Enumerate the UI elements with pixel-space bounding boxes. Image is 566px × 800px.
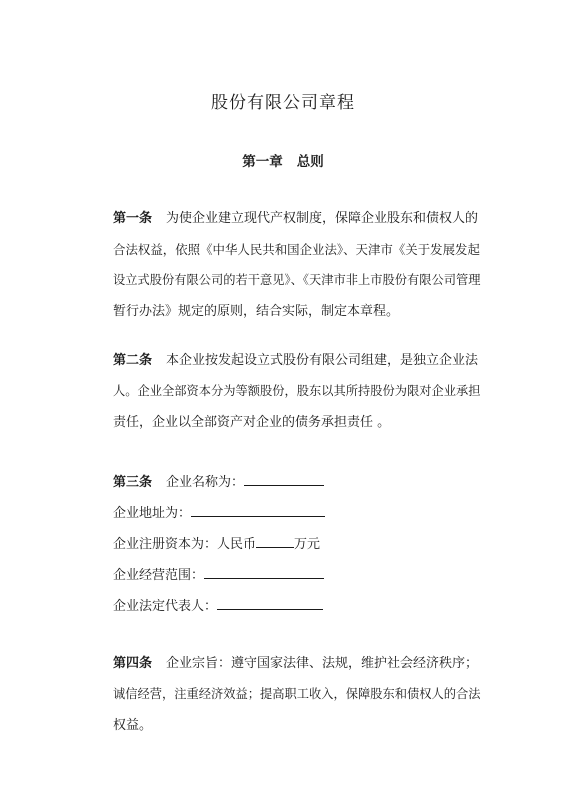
article-2-line-2: 人。企业全部资本分为等额股份，股东以其所持股份为限对企业承担 [113,384,481,398]
company-address-blank[interactable] [191,502,325,517]
article-1-label: 第一条 [113,211,153,226]
article-4-label: 第四条 [113,656,153,671]
chapter-number: 第一章 [242,154,283,170]
registered-capital-blank[interactable] [256,533,294,548]
article-2-line-3: 责任，企业以全部资产对企业的债务承担责任 。 [113,415,391,430]
legal-rep-label: 企业法定代表人： [113,599,218,614]
company-name-label: 企业名称为： [166,475,245,490]
article-3-label: 第三条 [113,475,153,490]
article-4 [113,648,488,741]
article-1-line-1: 为使企业建立现代产权制度，保障企业股东和债权人的 [166,211,479,226]
business-scope-label: 企业经营范围： [113,568,205,583]
registered-capital-label: 企业注册资本为：人民币 [113,537,257,552]
article-4-line-3: 权益。 [113,718,153,733]
legal-rep-blank[interactable] [217,595,323,610]
document-title: 股份有限公司章程 [211,93,355,113]
article-2 [113,345,488,438]
article-1-line-4: 暂行办法》规定的原则，结合实际，制定本章程。 [113,304,400,319]
article-1-line-3: 设立式股份有限公司的若干意见》、《天津市非上市股份有限公司管理 [113,273,481,287]
article-2-line-1: 本企业按发起设立式股份有限公司组建，是独立企业法 [166,353,479,368]
business-scope-blank[interactable] [204,564,324,579]
article-4-line-1: 企业宗旨：遵守国家法律、法规，维护社会经济秩序； [166,656,479,671]
company-address-label: 企业地址为： [113,506,192,521]
article-1 [113,203,488,327]
registered-capital-unit: 万元 [294,537,321,552]
chapter-name: 总则 [296,154,324,170]
article-4-line-2: 诚信经营，注重经济效益；提高职工收入，保障股东和债权人的合法 [113,687,481,701]
chapter-heading [0,150,566,170]
article-1-line-2: 合法权益，依照《中华人民共和国企业法》、天津市《关于发展发起 [113,242,480,257]
company-name-blank[interactable] [244,471,324,486]
article-3 [113,467,488,622]
article-2-label: 第二条 [113,353,153,368]
